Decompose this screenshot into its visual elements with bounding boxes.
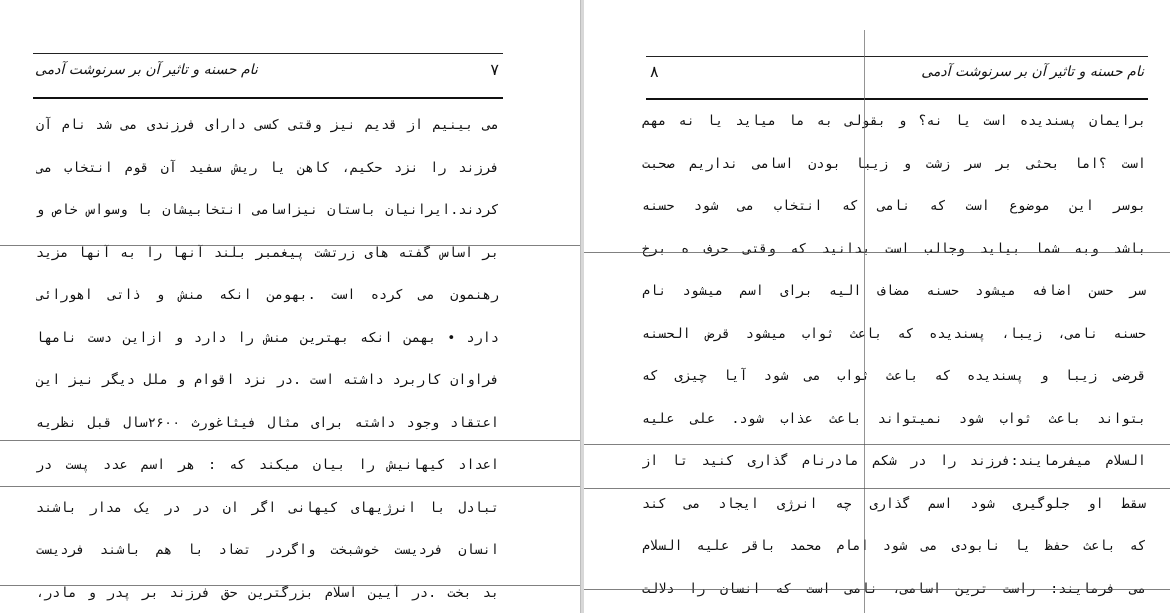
right-page-number: ۸ [650,62,659,81]
right-page [584,0,1170,613]
scan-artifact-line [584,252,1170,253]
text-line: تبادل با انرژیهای کیهانی اگر ان در در یک مدار باشند [36,499,499,516]
left-page-header [35,60,499,79]
text-line: فرزند را نزد حکیم، کاهن یا ریش سفید آن قوم انتخاب می [36,159,499,176]
scan-artifact-line [0,486,580,487]
text-line: دارد • بهمن انکه بهترین منش را دارد و ازاین دست نامها [36,329,499,346]
scan-artifact-line [584,444,1170,445]
scan-artifact-line [584,589,1170,590]
text-line: اعداد کیهانیش را بیان میکند که : هر اسم عدد پست در [36,457,499,473]
scan-artifact-line [0,245,580,246]
text-line: بتواند باعث ثواب شود نمیتواند باعث عذاب شود. علی علیه [642,410,1146,427]
left-page-number: ۷ [490,60,499,79]
scan-artifact-line [0,440,580,441]
text-line: سر حسن اضافه میشود حسنه مضاف الیه برای اسم میشود نام [642,283,1146,299]
right-page-header [650,62,1144,81]
right-body-text [642,100,1146,610]
text-line: می بینیم از قدیم نیز وقتی کسی دارای فرزندی می شد نام آن [36,117,499,133]
left-running-title: نام حسنه و تاثیر آن بر سرنوشت آدمی [35,61,258,78]
text-line: سقط او جلوگیری شود اسم گذاری چه انرژی ایجاد می کند [642,495,1146,512]
text-line: بد بخت .در آیین اسلام بزرگترین حق فرزند بر پدر و مادر، [36,584,499,601]
left-header-bottom-rule [33,97,503,99]
scan-artifact-line [584,488,1170,489]
text-line: رهنمون می کرده است .بهومن انکه منش و ذاتی اهورائی [36,287,499,303]
text-line: برایمان پسندیده است یا نه؟ و بقولی به ما میاید یا نه مهم [642,113,1146,129]
left-body-text [36,104,499,613]
left-header-top-rule [33,53,503,54]
text-line: السلام میفرمایند:فرزند را در شکم مادرنام گذاری کنید تا از [642,453,1146,469]
text-line: بر اساس گفته های زرتشت پیغمبر بلند آنها را به آنها مزید [36,244,499,261]
text-line: است ؟اما بحثی بر سر زشت و زیبا بودن اسامی نداریم صحبت [642,155,1146,172]
scan-artifact-line [0,585,580,586]
text-line: باشد وبه شما بیاید وجالب است بدانید که وقتی حرف ه برخ [642,240,1146,257]
text-line: حسنه نامی، زیبا، پسندیده که باعث ثواب میشود قرض الحسنه [642,325,1146,342]
text-line: کردند.ایرانیان باستان نیزاسامی انتخابیشان با وسواس خاص و [36,202,499,218]
left-page [0,0,580,613]
text-line: که باعث حفظ یا نابودی می شود امام محمد باقر علیه السلام [642,538,1146,554]
text-line: بوسر این موضوع است که نامی که انتخاب می شود حسنه [642,198,1146,214]
right-running-title: نام حسنه و تاثیر آن بر سرنوشت آدمی [921,63,1144,80]
right-header-top-rule [646,56,1148,57]
text-line: می فرمایند: راست ترین اسامی، نامی است که انسان را دلالت [642,580,1146,597]
scan-artifact-vertical-line [864,30,865,613]
text-line: قرضی زیبا و پسندیده که باعث ثواب می شود آیا چیزی که [642,368,1146,384]
text-line: انسان فردیست خوشبخت واگردر تضاد با هم باشند فردیست [36,542,499,558]
text-line: اعتقاد وجود داشته برای مثال فیثاغورث ۲۶۰۰سال قبل نظریه [36,414,499,431]
text-line: فراوان کاربرد داشته است .در نزد اقوام و ملل دیگر نیز این [36,372,499,388]
